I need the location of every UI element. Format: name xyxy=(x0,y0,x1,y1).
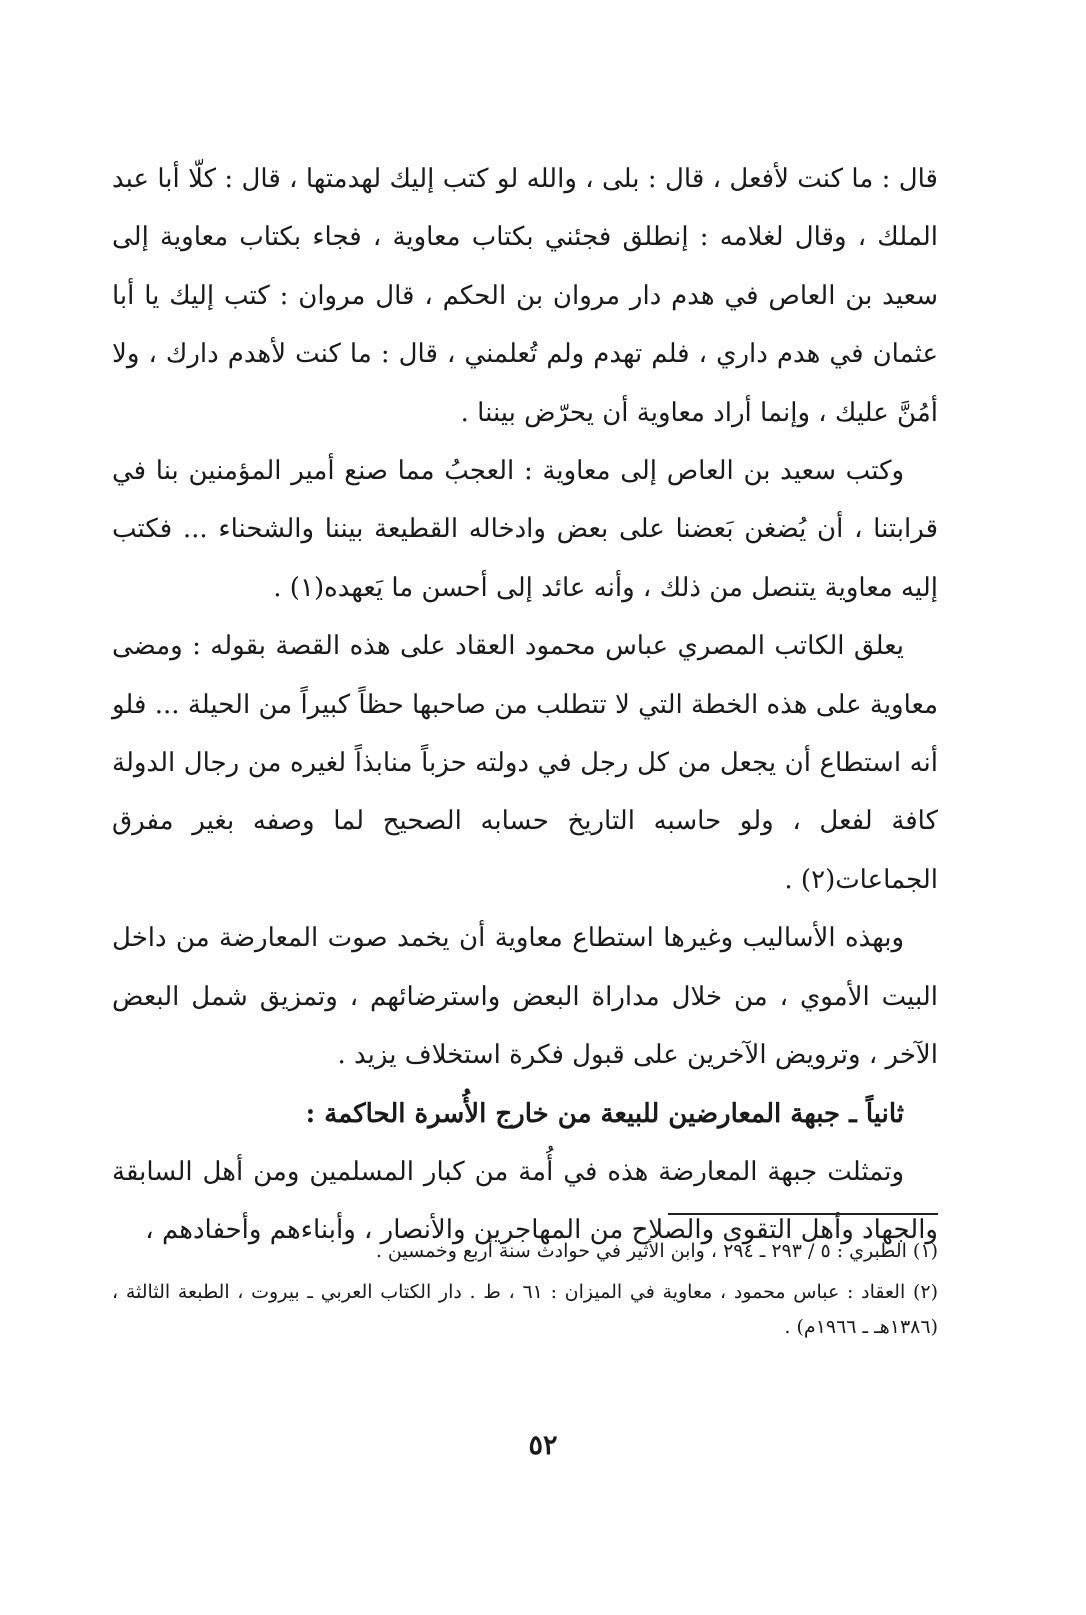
paragraph-1: قال : ما كنت لأفعل ، قال : بلى ، والله لو كتب إليك لهدمتها ، قال : كلّا أبا عبد الملك ، وقال لغلامه : إنطلق فجئني بكتاب معاوية ، فجاء بكتاب معاوية إلى سعيد بن العاص في هدم دار مروان بن الحكم ، قال مروان : كتب إليك يا أبا عثمان في هدم داري ، فلم تهدم ولم تُعلمني ، قال : ما كنت لأهدم دارك ، ولا أمُنَّ عليك ، وإنما أراد معاوية أن يحرّض بيننا . xyxy=(112,164,938,428)
footnote-1: (١) الطبري : ٥ / ٢٩٣ ـ ٢٩٤ ، وابن الأثير في حوادث سنة أربع وخمسين . xyxy=(375,1240,938,1262)
paragraph-4: وبهذه الأساليب وغيرها استطاع معاوية أن يخمد صوت المعارضة من داخل البيت الأموي ، من خلال مداراة البعض واسترضائهم ، وتمزيق شمل البعض الآخر ، وترويض الآخرين على قبول فكرة استخلاف يزيد . xyxy=(112,923,938,1071)
page-number: ٥٢ xyxy=(528,1430,558,1461)
footnotes xyxy=(112,1234,938,1351)
footnote-2: (٢) العقاد : عباس محمود ، معاوية في الميزان : ٦١ ، ط . دار الكتاب العربي ـ بيروت ، الطبعة الثالثة ، (١٣٨٦هـ ـ ١٩٦٦م) . xyxy=(112,1281,939,1338)
section-heading: ثانياً ـ جبهة المعارضين للبيعة من خارج الأُسرة الحاكمة : xyxy=(305,1098,904,1129)
paragraph-5: وتمثلت جبهة المعارضة هذه في أُمة من كبار المسلمين ومن أهل السابقة والجهاد وأهل التقوى والصلاح من المهاجرين والأنصار ، وأبناءهم وأحفادهم ، xyxy=(112,1156,938,1246)
paragraph-3: يعلق الكاتب المصري عباس محمود العقاد على هذه القصة بقوله : ومضى معاوية على هذه الخطة التي لا تتطلب من صاحبها حظاً كبيراً من الحيلة ... فلو أنه استطاع أن يجعل من كل رجل في دولته حزباً منابذاً لغيره من رجال الدولة كافة لفعل ، ولو حاسبه التاريخ حسابه الصحيح لما وصفه بغير مفرق الجماعات(٢) . xyxy=(112,631,938,895)
body-text xyxy=(112,150,938,1260)
footnote-separator xyxy=(668,1213,938,1215)
paragraph-2: وكتب سعيد بن العاص إلى معاوية : العجبُ مما صنع أمير المؤمنين بنا في قرابتنا ، أن يُضغن بَعضنا على بعض وادخاله القطيعة بيننا والشحناء ... فكتب إليه معاوية يتنصل من ذلك ، وأنه عائد إلى أحسن ما يَعهده(١) . xyxy=(112,456,938,603)
